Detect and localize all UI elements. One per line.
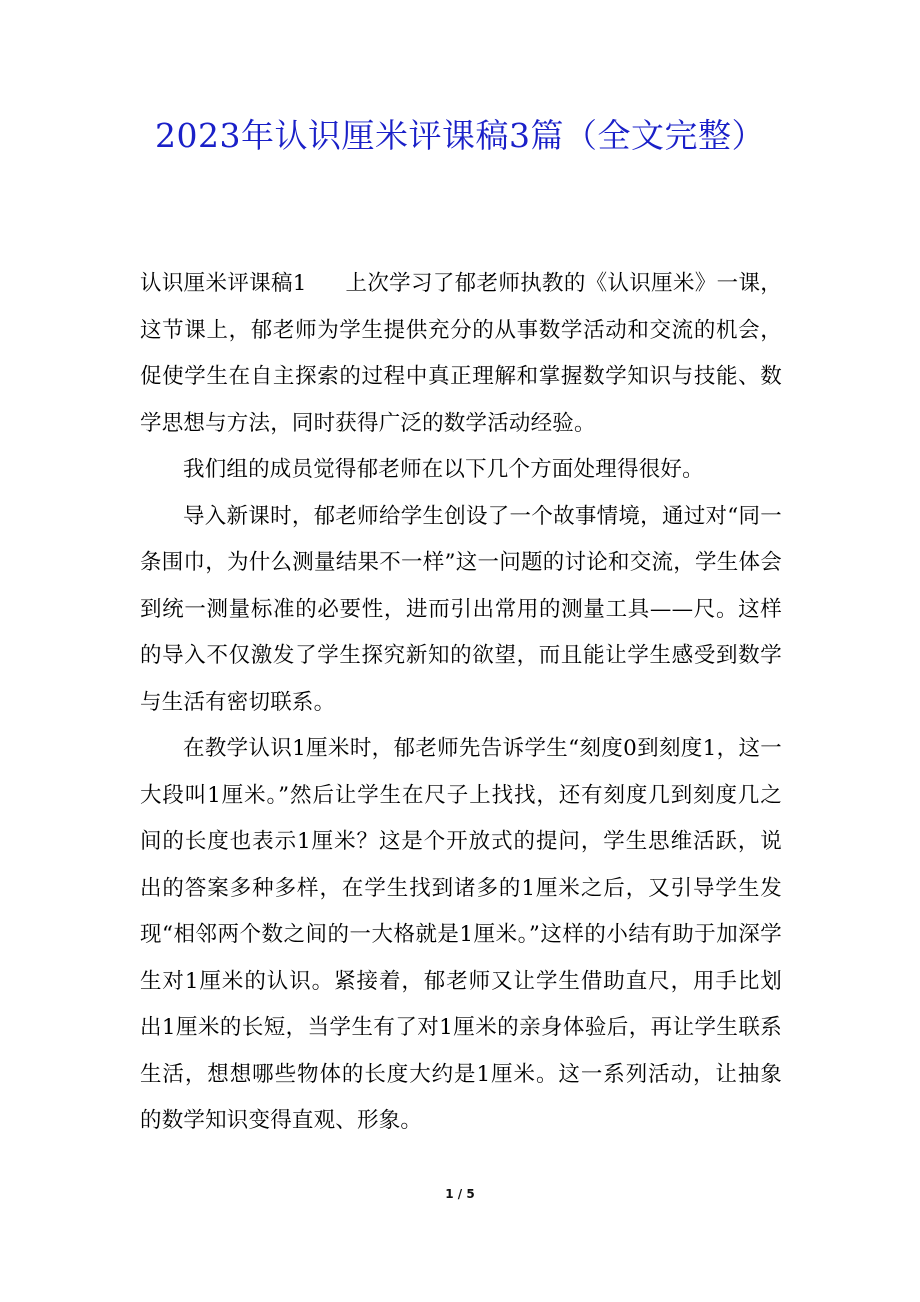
paragraph-2: 我们组的成员觉得郁老师在以下几个方面处理得很好。	[183, 457, 704, 482]
section-label: 认识厘米评课稿1	[140, 271, 307, 296]
paragraph-3: 导入新课时，郁老师给学生创设了一个故事情境，通过对“同一条围巾，为什么测量结果不一样”这一问题的讨论和交流，学生体会到统一测量标准的必要性，进而引出常用的测量工具——尺。这样的导入不仅激发了学生探究新知的欲望，而且能让学生感受到数学与生活有密切联系。	[140, 503, 782, 715]
paragraph-4: 在教学认识1厘米时，郁老师先告诉学生“刻度0到刻度1，这一大段叫1厘米。”然后让学生在尺子上找找，还有刻度几到刻度几之间的长度也表示1厘米？这是个开放式的提问，学生思维活跃，说出的答案多种多样，在学生找到诸多的1厘米之后，又引导学生发现“相邻两个数之间的一大格就是1厘米。”这样的小结有助于加深学生对1厘米的认识。紧接着，郁老师又让学生借助直尺，用手比划出1厘米的长短，当学生有了对1厘米的亲身体验后，再让学生联系生活，想想哪些物体的长度大约是1厘米。这一系列活动，让抽象的数学知识变得直观、形象。	[140, 736, 782, 1133]
document-body	[140, 261, 782, 1145]
page-number: 1 / 5	[445, 1187, 475, 1201]
paragraph-1	[140, 261, 782, 447]
document-title: 2023年认识厘米评课稿3篇（全文完整）	[155, 116, 765, 155]
paragraph-1-text: 上次学习了郁老师执教的《认识厘米》一课，这节课上，郁老师为学生提供充分的从事数学活动和交流的机会，促使学生在自主探索的过程中真正理解和掌握数学知识与技能、数学思想与方法，同时获得广泛的数学活动经验。	[140, 271, 782, 436]
